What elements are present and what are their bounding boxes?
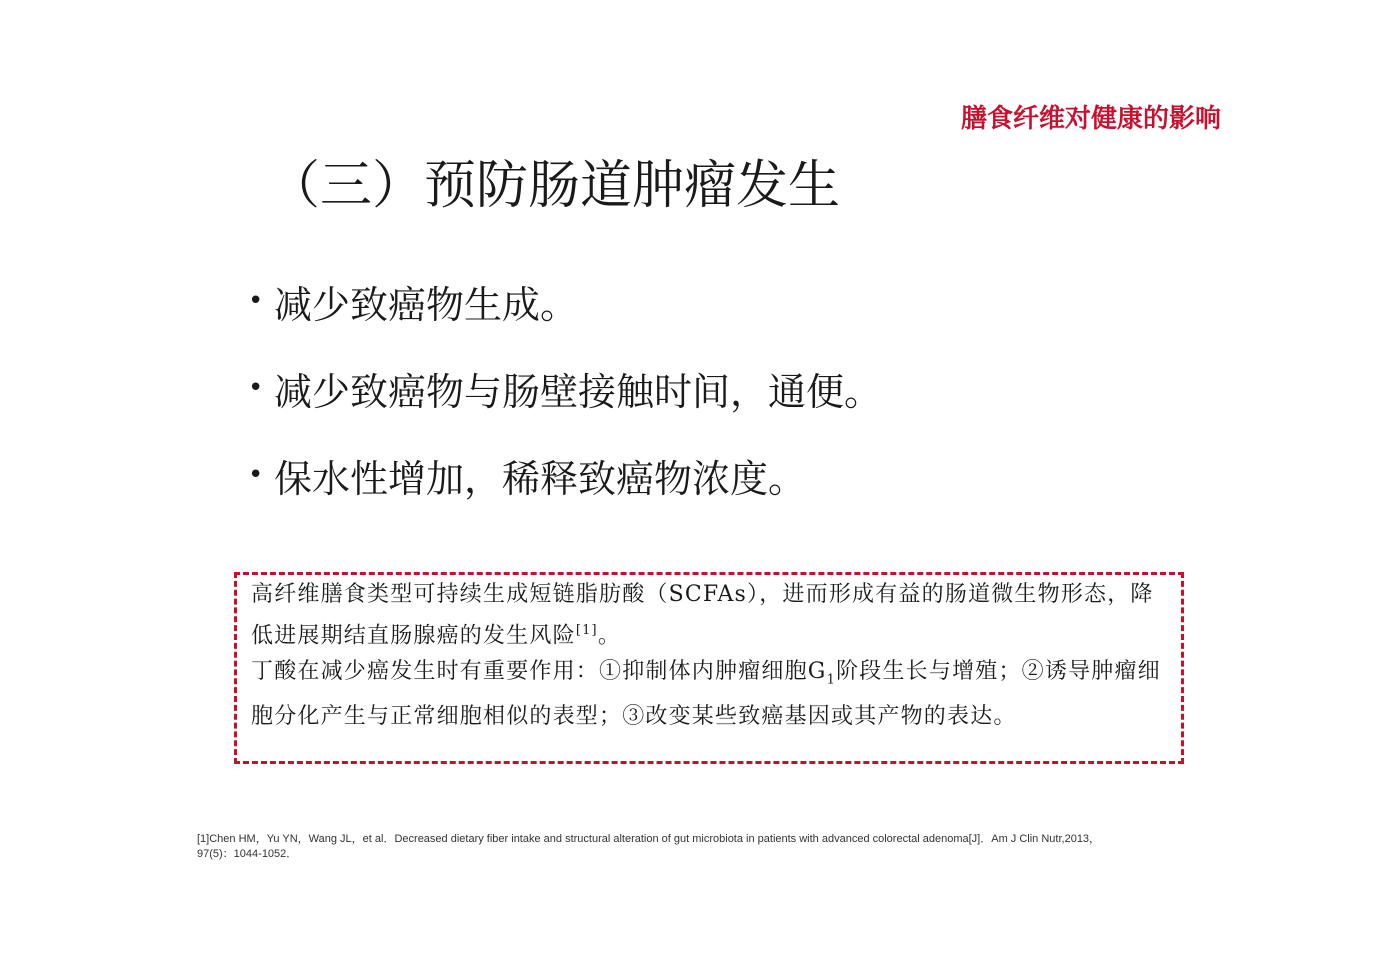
highlight-note-box bbox=[234, 572, 1184, 764]
header-topic-tag: 膳食纤维对健康的影响 bbox=[960, 104, 1221, 134]
bullet-list bbox=[248, 275, 882, 536]
subscript: 1 bbox=[826, 672, 837, 688]
bullet-dot-icon: • bbox=[248, 286, 264, 316]
note-text: 丁酸在减少癌发生时有重要作用：①抑制体内肿瘤细胞G bbox=[251, 659, 827, 685]
note-text: 高纤维膳食类型可持续生成短链脂肪酸（SCFAs），进而形成有益的肠道微生物形态，降低进展期结直肠腺癌的发生风险 bbox=[251, 582, 1154, 649]
note-paragraph-scfa bbox=[251, 577, 1167, 654]
slide-title: （三）预防肠道肿瘤发生 bbox=[268, 156, 841, 216]
bullet-text: 减少致癌物与肠壁接触时间，通便。 bbox=[274, 369, 883, 414]
reference-line: 97(5)：1044-1052． bbox=[197, 848, 298, 860]
note-text-end: 。 bbox=[597, 623, 622, 649]
bullet-item bbox=[248, 275, 882, 327]
bullet-item bbox=[248, 449, 882, 501]
note-paragraph-butyrate bbox=[251, 654, 1167, 734]
citation-marker: [1] bbox=[575, 623, 598, 638]
bullet-text: 减少致癌物生成。 bbox=[274, 282, 579, 327]
bullet-item bbox=[248, 362, 882, 414]
note-text: 阶段生长与增殖；②诱导肿瘤细胞分化产生与正常细胞相似的表型；③改变某些致癌基因或其产物的表达。 bbox=[251, 659, 1161, 729]
reference-line: [1]Chen HM，Yu YN，Wang JL，et al．Decreased dietary fiber intake and structural alteration of gut microbiota in patients with advanced colorectal adenoma[J]．Am J Clin Nutr,2013， bbox=[197, 833, 1101, 845]
reference-footnote bbox=[197, 832, 1187, 862]
bullet-text: 保水性增加，稀释致癌物浓度。 bbox=[274, 456, 807, 501]
bullet-dot-icon: • bbox=[248, 460, 264, 490]
bullet-dot-icon: • bbox=[248, 373, 264, 403]
